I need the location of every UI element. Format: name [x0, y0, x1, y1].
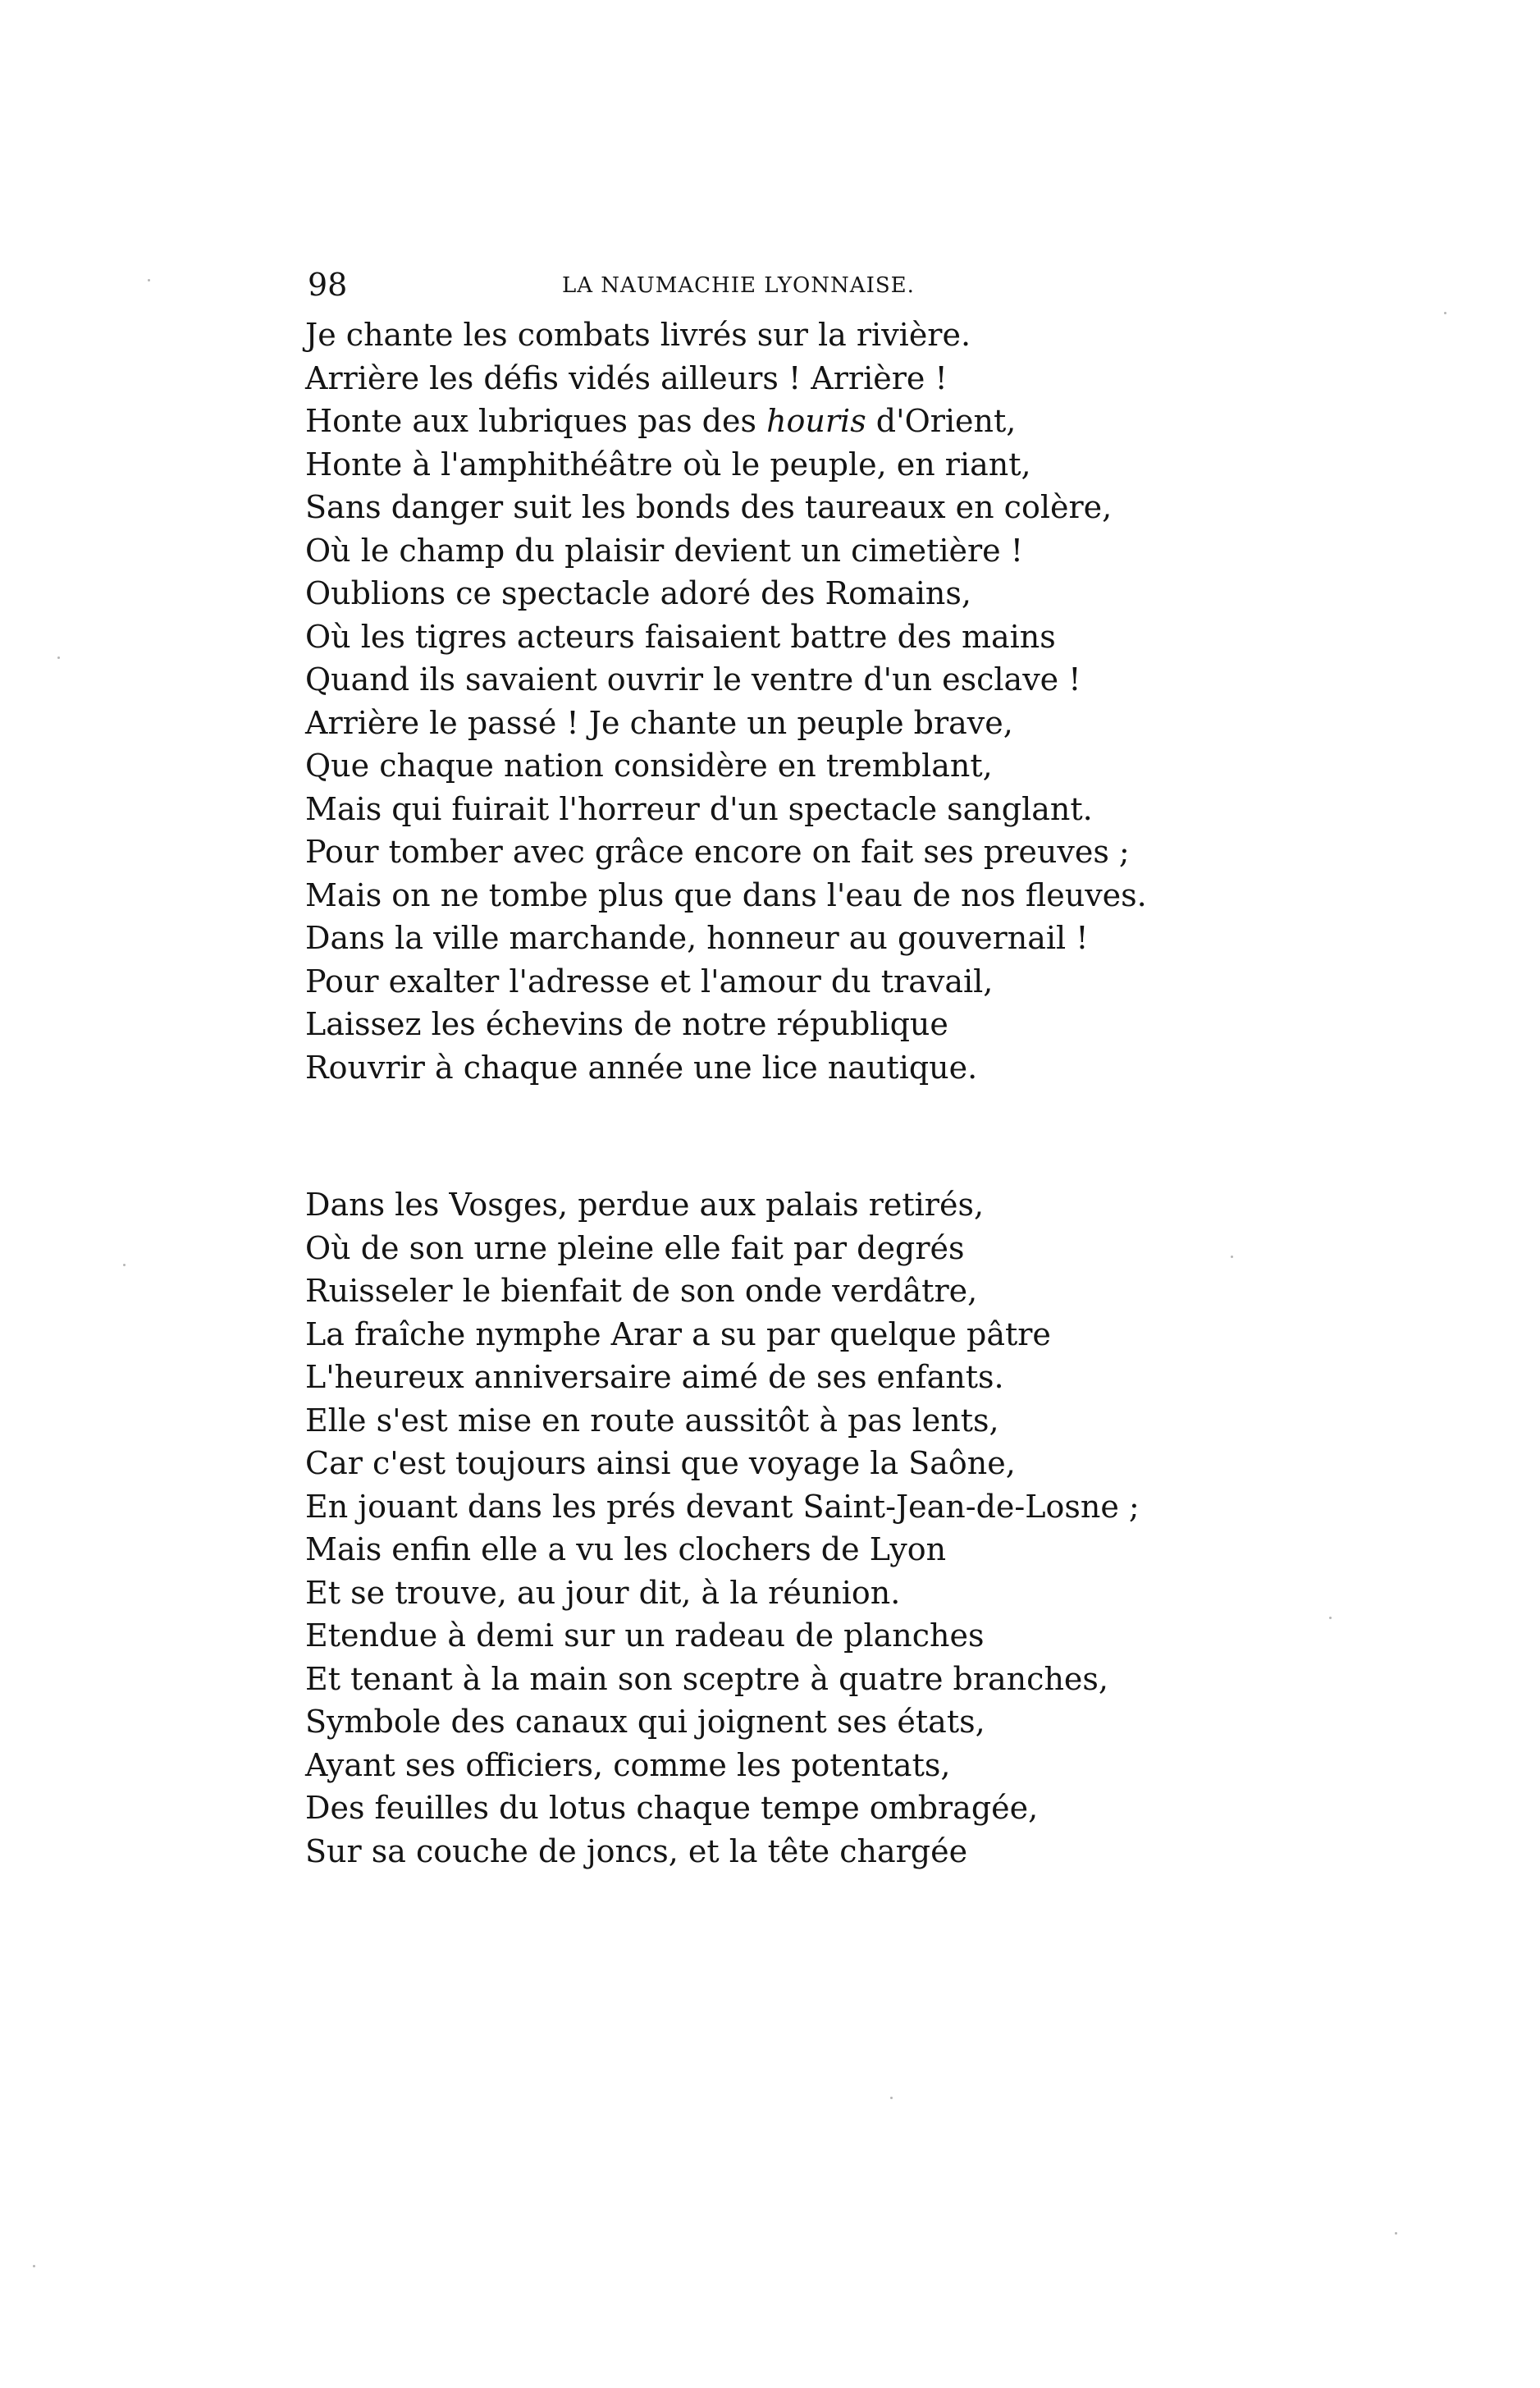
- verse-line: Ruisseler le bienfait de son onde verdâtre,: [305, 1273, 978, 1309]
- verse-line: Sans danger suit les bonds des taureaux en colère,: [305, 489, 1113, 525]
- verse-line: Des feuilles du lotus chaque tempe ombragée,: [305, 1790, 1039, 1826]
- verse-line: Où le champ du plaisir devient un cimetière !: [305, 532, 1023, 569]
- italic-word: houris: [766, 403, 866, 439]
- paper-speck: [33, 2265, 35, 2267]
- verse-line: Quand ils savaient ouvrir le ventre d'un esclave !: [305, 661, 1081, 698]
- paper-speck: [1329, 1617, 1332, 1619]
- verse-line: Car c'est toujours ainsi que voyage la Saône,: [305, 1445, 1016, 1481]
- verse-line: Que chaque nation considère en tremblant,: [305, 748, 993, 784]
- running-title: LA NAUMACHIE LYONNAISE.: [562, 273, 915, 298]
- verse-line: Oublions ce spectacle adoré des Romains,: [305, 575, 971, 611]
- verse-line: Mais on ne tombe plus que dans l'eau de nos fleuves.: [305, 876, 1147, 913]
- paper-speck: [123, 1264, 126, 1266]
- verse-line: Laissez les échevins de notre république: [305, 1006, 948, 1042]
- paper-speck: [890, 2097, 893, 2099]
- verse-line: Arrière les défis vidés ailleurs ! Arrière !: [305, 359, 948, 396]
- paper-speck: [57, 656, 60, 659]
- verse-line-with-italic-houris: Honte aux lubriques pas des houris d'Orient,: [305, 403, 1017, 439]
- paper-speck: [1444, 312, 1446, 314]
- paper-speck: [1231, 1256, 1233, 1258]
- verse-line: Rouvrir à chaque année une lice nautique.: [305, 1049, 978, 1086]
- verse-line: Et tenant à la main son sceptre à quatre branches,: [305, 1660, 1108, 1697]
- verse-line: En jouant dans les prés devant Saint-Jean-de-Losne ;: [305, 1488, 1140, 1525]
- page-number: 98: [308, 267, 348, 303]
- verse-line: Arrière le passé ! Je chante un peuple brave,: [305, 704, 1013, 741]
- verse-line: Dans la ville marchande, honneur au gouvernail !: [305, 920, 1089, 956]
- paper-speck: [1395, 2232, 1397, 2235]
- page-header: [308, 264, 1145, 305]
- paper-speck: [148, 279, 150, 281]
- verse-line: L'heureux anniversaire aimé de ses enfants.: [305, 1359, 1004, 1395]
- verse-line: Mais qui fuirait l'horreur d'un spectacle sanglant.: [305, 790, 1093, 827]
- verse-line: Etendue à demi sur un radeau de planches: [305, 1617, 985, 1654]
- verse-line: Dans les Vosges, perdue aux palais retirés,: [305, 1187, 985, 1223]
- verse-line: Symbole des canaux qui joignent ses états,: [305, 1704, 985, 1740]
- verse-line: Où les tigres acteurs faisaient battre des mains: [305, 618, 1056, 655]
- stanza-2: [305, 1183, 1249, 1873]
- verse-line: Pour exalter l'adresse et l'amour du travail,: [305, 963, 994, 1000]
- verse-line: Où de son urne pleine elle fait par degrés: [305, 1229, 965, 1266]
- verse-line: Ayant ses officiers, comme les potentats,: [305, 1746, 951, 1783]
- verse-line: Et se trouve, au jour dit, à la réunion.: [305, 1574, 901, 1611]
- verse-line: Honte à l'amphithéâtre où le peuple, en riant,: [305, 446, 1031, 483]
- verse-line: Je chante les combats livrés sur la rivière.: [305, 317, 971, 353]
- verse-line: Mais enfin elle a vu les clochers de Lyon: [305, 1531, 947, 1567]
- verse-line: La fraîche nymphe Arar a su par quelque pâtre: [305, 1315, 1051, 1352]
- verse-line: Sur sa couche de joncs, et la tête chargée: [305, 1832, 968, 1869]
- stanza-1: [305, 313, 1249, 1089]
- verse-line: Elle s'est mise en route aussitôt à pas lents,: [305, 1402, 999, 1439]
- verse-line: Pour tomber avec grâce encore on fait ses preuves ;: [305, 834, 1130, 870]
